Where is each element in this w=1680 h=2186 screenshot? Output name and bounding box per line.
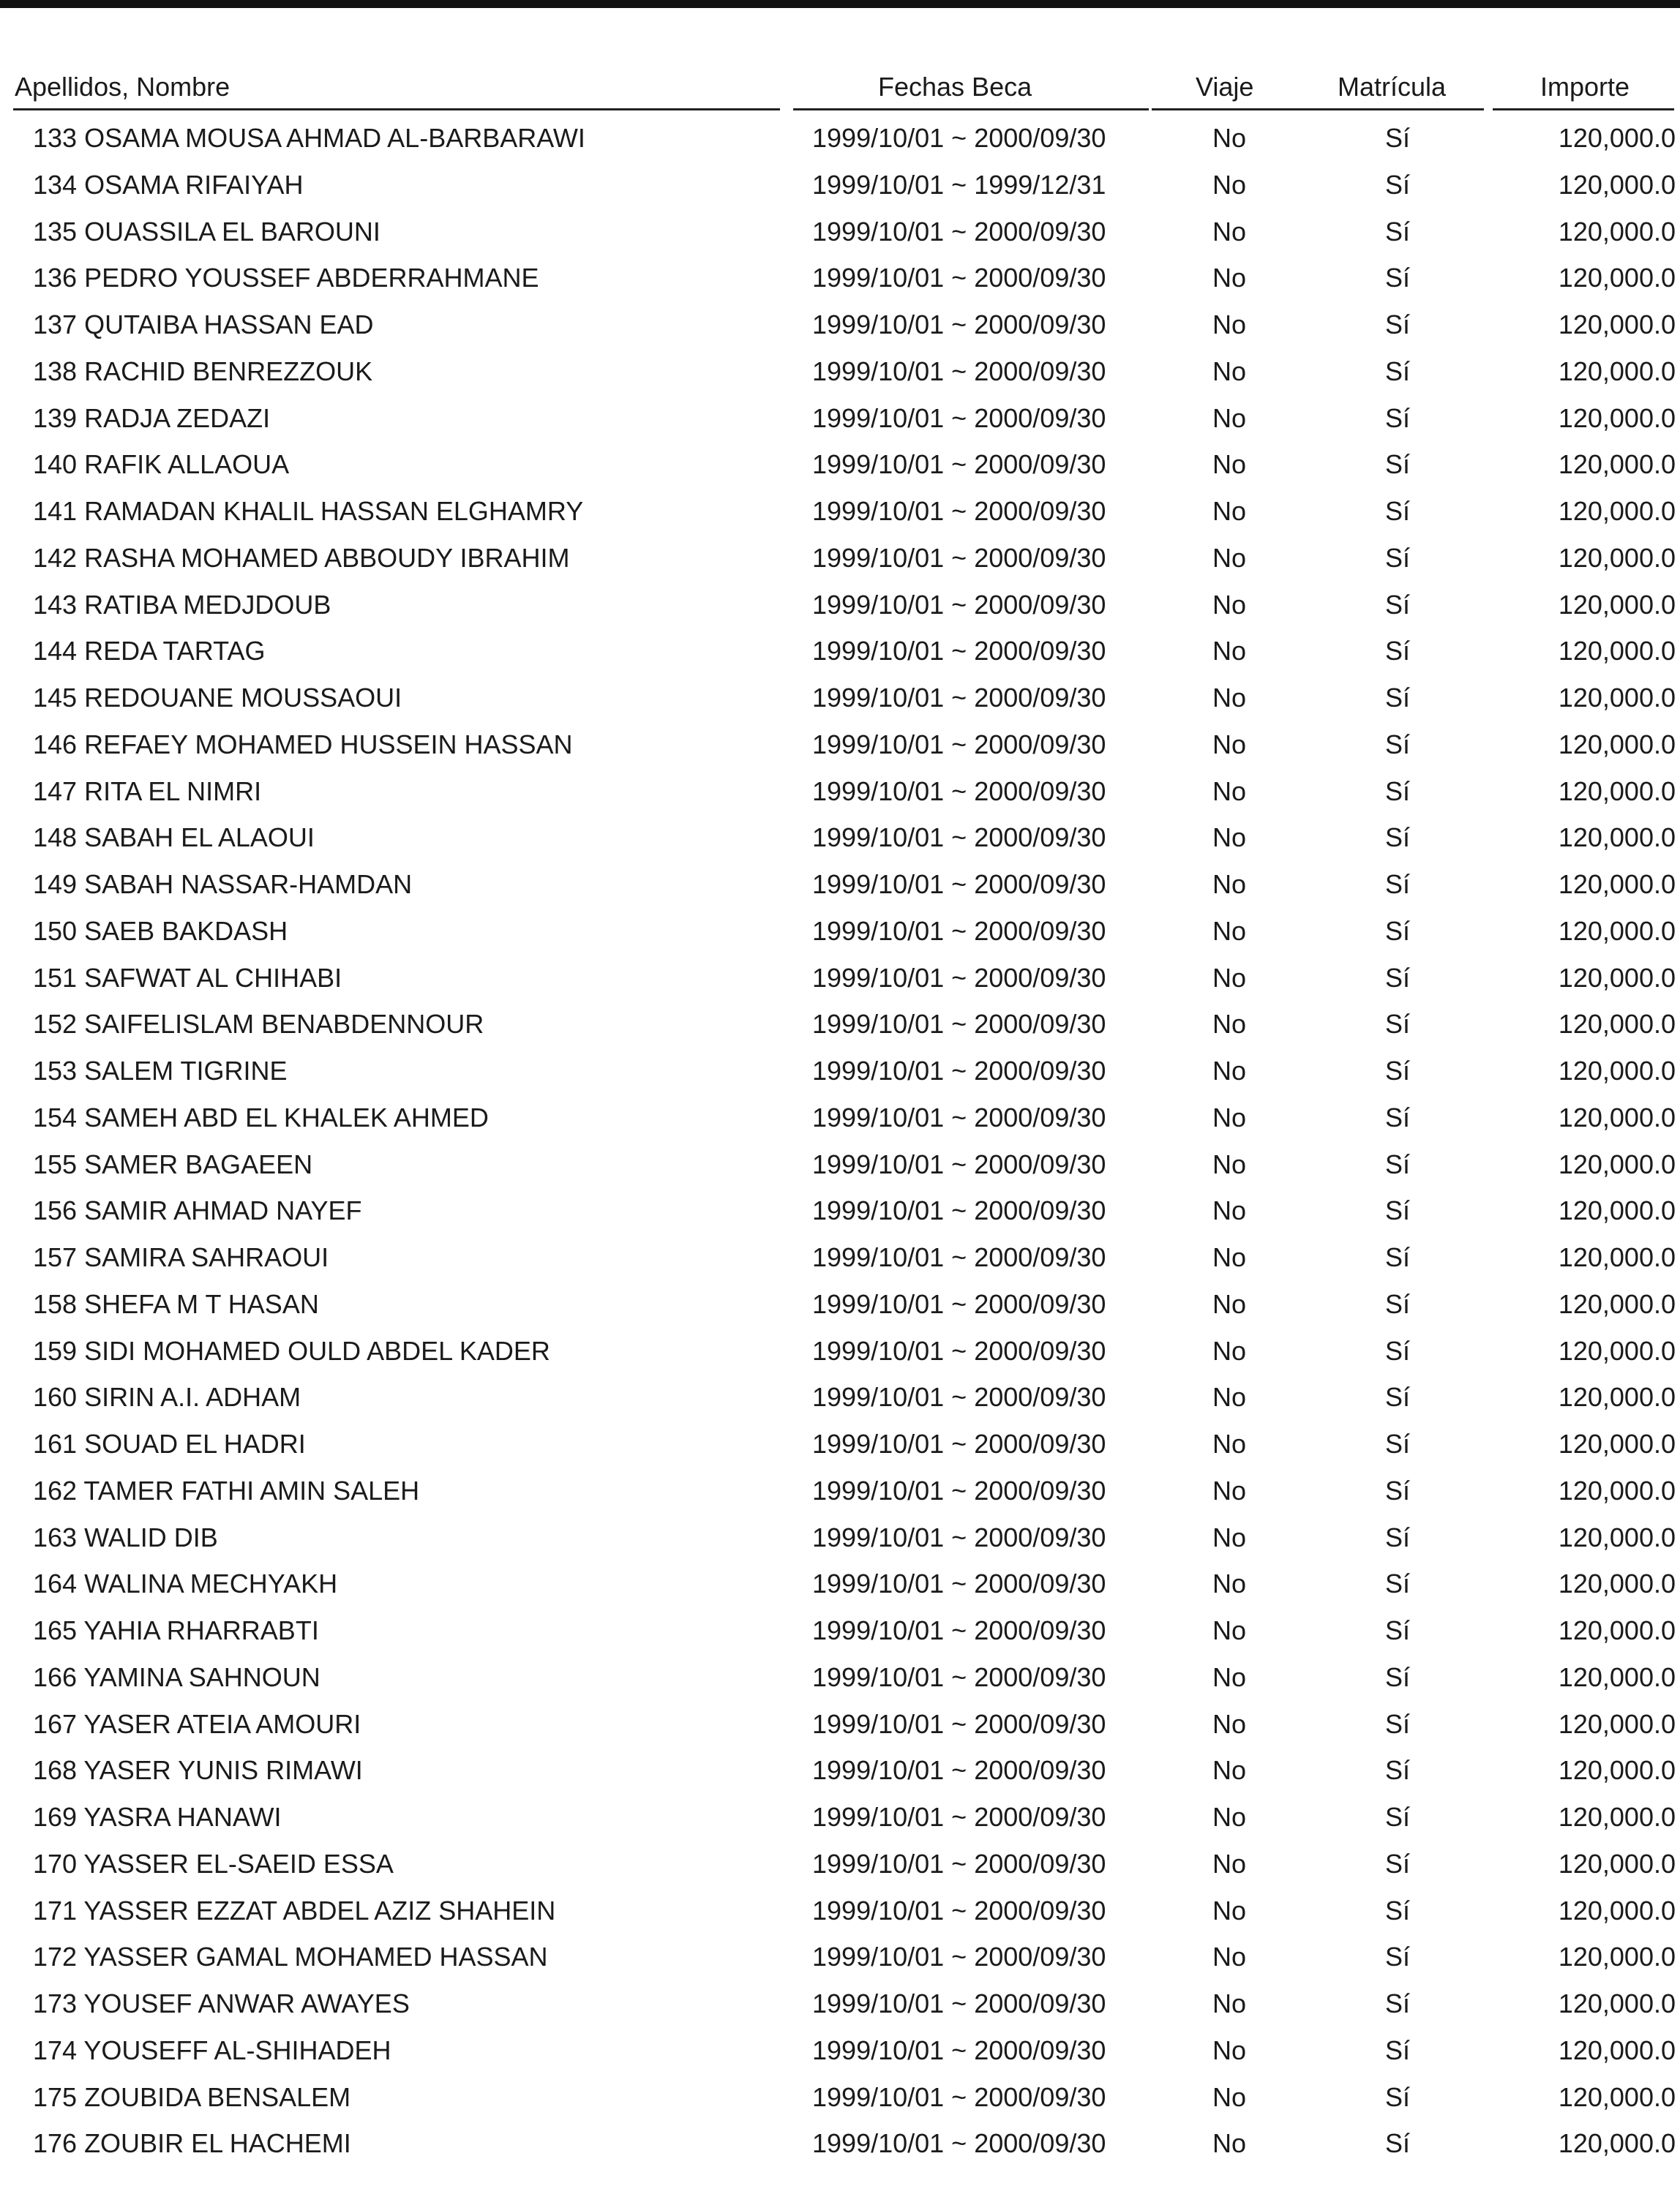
cell-name: 172 YASSER GAMAL MOHAMED HASSAN xyxy=(33,1942,548,1972)
cell-matricula: Sí xyxy=(1384,2035,1410,2065)
cell-fechas: 1999/10/01 ~ 2000/09/30 xyxy=(812,1569,1106,1599)
cell-viaje: No xyxy=(1212,309,1247,339)
table-row xyxy=(0,115,1680,162)
table-row xyxy=(0,2027,1680,2074)
cell-importe: 120,000.0 xyxy=(1558,309,1676,339)
cell-viaje: No xyxy=(1212,1988,1247,2018)
cell-name: 135 OUASSILA EL BAROUNI xyxy=(33,216,380,247)
cell-importe: 120,000.0 xyxy=(1558,1569,1676,1599)
cell-fechas: 1999/10/01 ~ 2000/09/30 xyxy=(812,2128,1106,2159)
cell-name: 136 PEDRO YOUSSEF ABDERRAHMANE xyxy=(33,263,539,293)
cell-matricula: Sí xyxy=(1384,263,1410,293)
cell-matricula: Sí xyxy=(1384,1382,1410,1413)
cell-name: 145 REDOUANE MOUSSAOUI xyxy=(33,683,402,713)
cell-viaje: No xyxy=(1212,1942,1247,1972)
header-matricula: Matrícula xyxy=(1338,72,1447,102)
cell-fechas: 1999/10/01 ~ 2000/09/30 xyxy=(812,1895,1106,1926)
cell-viaje: No xyxy=(1212,1102,1247,1133)
cell-name: 138 RACHID BENREZZOUK xyxy=(33,356,373,386)
table-row xyxy=(0,1234,1680,1281)
cell-importe: 120,000.0 xyxy=(1558,542,1676,573)
table-row xyxy=(0,1281,1680,1328)
table-row xyxy=(0,1794,1680,1841)
table-row xyxy=(0,1654,1680,1701)
table-row xyxy=(0,1607,1680,1654)
cell-importe: 120,000.0 xyxy=(1558,683,1676,713)
cell-fechas: 1999/10/01 ~ 2000/09/30 xyxy=(812,1475,1106,1506)
cell-importe: 120,000.0 xyxy=(1558,1895,1676,1926)
table-row xyxy=(0,1421,1680,1468)
table-row xyxy=(0,628,1680,675)
cell-viaje: No xyxy=(1212,729,1247,759)
cell-viaje: No xyxy=(1212,636,1247,666)
cell-importe: 120,000.0 xyxy=(1558,1288,1676,1319)
header-fechas: Fechas Beca xyxy=(878,72,1032,102)
table-row xyxy=(0,908,1680,955)
cell-fechas: 1999/10/01 ~ 2000/09/30 xyxy=(812,449,1106,480)
cell-importe: 120,000.0 xyxy=(1558,1335,1676,1366)
cell-importe: 120,000.0 xyxy=(1558,2128,1676,2159)
cell-importe: 120,000.0 xyxy=(1558,962,1676,993)
cell-matricula: Sí xyxy=(1384,449,1410,480)
cell-importe: 120,000.0 xyxy=(1558,822,1676,853)
cell-fechas: 1999/10/01 ~ 2000/09/30 xyxy=(812,1988,1106,2018)
cell-importe: 120,000.0 xyxy=(1558,1848,1676,1879)
table-row xyxy=(0,1141,1680,1188)
cell-fechas: 1999/10/01 ~ 2000/09/30 xyxy=(812,1288,1106,1319)
cell-fechas: 1999/10/01 ~ 2000/09/30 xyxy=(812,1942,1106,1972)
cell-matricula: Sí xyxy=(1384,2128,1410,2159)
cell-matricula: Sí xyxy=(1384,402,1410,433)
header-rule-name xyxy=(13,108,780,110)
cell-matricula: Sí xyxy=(1384,1195,1410,1226)
cell-fechas: 1999/10/01 ~ 2000/09/30 xyxy=(812,869,1106,899)
table-row xyxy=(0,441,1680,488)
cell-viaje: No xyxy=(1212,1569,1247,1599)
cell-importe: 120,000.0 xyxy=(1558,169,1676,200)
table-row xyxy=(0,721,1680,768)
cell-viaje: No xyxy=(1212,775,1247,806)
table-row xyxy=(0,1328,1680,1375)
cell-name: 160 SIRIN A.I. ADHAM xyxy=(33,1382,301,1413)
cell-matricula: Sí xyxy=(1384,683,1410,713)
cell-name: 168 YASER YUNIS RIMAWI xyxy=(33,1755,363,1786)
cell-matricula: Sí xyxy=(1384,636,1410,666)
table-row xyxy=(0,955,1680,1002)
cell-importe: 120,000.0 xyxy=(1558,402,1676,433)
cell-fechas: 1999/10/01 ~ 2000/09/30 xyxy=(812,1615,1106,1645)
cell-importe: 120,000.0 xyxy=(1558,1149,1676,1179)
cell-name: 155 SAMER BAGAEEN xyxy=(33,1149,313,1179)
cell-viaje: No xyxy=(1212,1708,1247,1739)
cell-matricula: Sí xyxy=(1384,1895,1410,1926)
cell-fechas: 1999/10/01 ~ 2000/09/30 xyxy=(812,1242,1106,1272)
cell-matricula: Sí xyxy=(1384,869,1410,899)
cell-viaje: No xyxy=(1212,2081,1247,2112)
cell-fechas: 1999/10/01 ~ 2000/09/30 xyxy=(812,1429,1106,1459)
cell-viaje: No xyxy=(1212,1522,1247,1552)
cell-importe: 120,000.0 xyxy=(1558,1802,1676,1832)
cell-fechas: 1999/10/01 ~ 2000/09/30 xyxy=(812,1848,1106,1879)
cell-matricula: Sí xyxy=(1384,542,1410,573)
cell-fechas: 1999/10/01 ~ 2000/09/30 xyxy=(812,1802,1106,1832)
cell-name: 139 RADJA ZEDAZI xyxy=(33,402,271,433)
table-row xyxy=(0,2120,1680,2167)
cell-fechas: 1999/10/01 ~ 2000/09/30 xyxy=(812,1009,1106,1040)
cell-viaje: No xyxy=(1212,449,1247,480)
cell-matricula: Sí xyxy=(1384,1569,1410,1599)
cell-viaje: No xyxy=(1212,1848,1247,1879)
top-rule xyxy=(0,0,1680,8)
cell-fechas: 1999/10/01 ~ 2000/09/30 xyxy=(812,496,1106,526)
cell-viaje: No xyxy=(1212,1288,1247,1319)
cell-viaje: No xyxy=(1212,2035,1247,2065)
cell-fechas: 1999/10/01 ~ 2000/09/30 xyxy=(812,636,1106,666)
cell-importe: 120,000.0 xyxy=(1558,1708,1676,1739)
cell-matricula: Sí xyxy=(1384,1615,1410,1645)
cell-name: 173 YOUSEF ANWAR AWAYES xyxy=(33,1988,410,2018)
cell-importe: 120,000.0 xyxy=(1558,1615,1676,1645)
header-rule-importe xyxy=(1493,108,1674,110)
cell-fechas: 1999/10/01 ~ 2000/09/30 xyxy=(812,309,1106,339)
cell-viaje: No xyxy=(1212,1661,1247,1692)
cell-fechas: 1999/10/01 ~ 2000/09/30 xyxy=(812,216,1106,247)
cell-matricula: Sí xyxy=(1384,1335,1410,1366)
cell-matricula: Sí xyxy=(1384,496,1410,526)
table-row xyxy=(0,162,1680,209)
table-row xyxy=(0,861,1680,908)
cell-matricula: Sí xyxy=(1384,1522,1410,1552)
table-row xyxy=(0,814,1680,861)
table-row xyxy=(0,1888,1680,1934)
table-row xyxy=(0,675,1680,721)
cell-importe: 120,000.0 xyxy=(1558,2081,1676,2112)
table-row xyxy=(0,488,1680,535)
table-row xyxy=(0,301,1680,348)
cell-matricula: Sí xyxy=(1384,1149,1410,1179)
table-row xyxy=(0,209,1680,255)
cell-importe: 120,000.0 xyxy=(1558,1382,1676,1413)
header-viaje: Viaje xyxy=(1196,72,1254,102)
cell-name: 153 SALEM TIGRINE xyxy=(33,1056,288,1086)
cell-importe: 120,000.0 xyxy=(1558,216,1676,247)
cell-matricula: Sí xyxy=(1384,1942,1410,1972)
cell-fechas: 1999/10/01 ~ 2000/09/30 xyxy=(812,1149,1106,1179)
cell-matricula: Sí xyxy=(1384,1102,1410,1133)
table-row xyxy=(0,1560,1680,1607)
cell-name: 169 YASRA HANAWI xyxy=(33,1802,282,1832)
cell-matricula: Sí xyxy=(1384,822,1410,853)
cell-viaje: No xyxy=(1212,1615,1247,1645)
cell-viaje: No xyxy=(1212,2128,1247,2159)
cell-viaje: No xyxy=(1212,1802,1247,1832)
cell-fechas: 1999/10/01 ~ 2000/09/30 xyxy=(812,729,1106,759)
cell-matricula: Sí xyxy=(1384,1755,1410,1786)
cell-viaje: No xyxy=(1212,1475,1247,1506)
cell-fechas: 1999/10/01 ~ 2000/09/30 xyxy=(812,1195,1106,1226)
cell-name: 140 RAFIK ALLAOUA xyxy=(33,449,290,480)
cell-name: 142 RASHA MOHAMED ABBOUDY IBRAHIM xyxy=(33,542,570,573)
table-row xyxy=(0,1841,1680,1888)
cell-matricula: Sí xyxy=(1384,1988,1410,2018)
cell-fechas: 1999/10/01 ~ 2000/09/30 xyxy=(812,263,1106,293)
cell-importe: 120,000.0 xyxy=(1558,1102,1676,1133)
cell-fechas: 1999/10/01 ~ 2000/09/30 xyxy=(812,123,1106,153)
table-row xyxy=(0,1701,1680,1748)
cell-name: 151 SAFWAT AL CHIHABI xyxy=(33,962,342,993)
cell-fechas: 1999/10/01 ~ 2000/09/30 xyxy=(812,1522,1106,1552)
cell-importe: 120,000.0 xyxy=(1558,2035,1676,2065)
cell-importe: 120,000.0 xyxy=(1558,1056,1676,1086)
table-row xyxy=(0,2074,1680,2121)
cell-fechas: 1999/10/01 ~ 1999/12/31 xyxy=(812,169,1106,200)
cell-importe: 120,000.0 xyxy=(1558,636,1676,666)
table-row xyxy=(0,1374,1680,1421)
cell-name: 164 WALINA MECHYAKH xyxy=(33,1569,338,1599)
cell-viaje: No xyxy=(1212,1242,1247,1272)
cell-name: 174 YOUSEFF AL-SHIHADEH xyxy=(33,2035,391,2065)
cell-importe: 120,000.0 xyxy=(1558,1942,1676,1972)
cell-matricula: Sí xyxy=(1384,1429,1410,1459)
cell-matricula: Sí xyxy=(1384,1708,1410,1739)
table-row xyxy=(0,1934,1680,1980)
cell-importe: 120,000.0 xyxy=(1558,775,1676,806)
header-rule-fechas xyxy=(793,108,1149,110)
cell-matricula: Sí xyxy=(1384,1242,1410,1272)
cell-name: 156 SAMIR AHMAD NAYEF xyxy=(33,1195,362,1226)
cell-fechas: 1999/10/01 ~ 2000/09/30 xyxy=(812,1335,1106,1366)
cell-name: 137 QUTAIBA HASSAN EAD xyxy=(33,309,374,339)
cell-viaje: No xyxy=(1212,1335,1247,1366)
cell-viaje: No xyxy=(1212,123,1247,153)
cell-name: 133 OSAMA MOUSA AHMAD AL-BARBARAWI xyxy=(33,123,585,153)
cell-name: 152 SAIFELISLAM BENABDENNOUR xyxy=(33,1009,484,1040)
cell-importe: 120,000.0 xyxy=(1558,729,1676,759)
cell-fechas: 1999/10/01 ~ 2000/09/30 xyxy=(812,1102,1106,1133)
cell-fechas: 1999/10/01 ~ 2000/09/30 xyxy=(812,542,1106,573)
cell-viaje: No xyxy=(1212,1429,1247,1459)
cell-importe: 120,000.0 xyxy=(1558,1195,1676,1226)
cell-viaje: No xyxy=(1212,915,1247,946)
cell-fechas: 1999/10/01 ~ 2000/09/30 xyxy=(812,402,1106,433)
table-row xyxy=(0,1001,1680,1048)
header-rule-matricula xyxy=(1308,108,1484,110)
cell-viaje: No xyxy=(1212,496,1247,526)
cell-matricula: Sí xyxy=(1384,169,1410,200)
cell-importe: 120,000.0 xyxy=(1558,1475,1676,1506)
cell-matricula: Sí xyxy=(1384,1661,1410,1692)
cell-fechas: 1999/10/01 ~ 2000/09/30 xyxy=(812,775,1106,806)
cell-matricula: Sí xyxy=(1384,915,1410,946)
cell-fechas: 1999/10/01 ~ 2000/09/30 xyxy=(812,915,1106,946)
cell-matricula: Sí xyxy=(1384,962,1410,993)
cell-name: 166 YAMINA SAHNOUN xyxy=(33,1661,320,1692)
cell-importe: 120,000.0 xyxy=(1558,123,1676,153)
cell-importe: 120,000.0 xyxy=(1558,1988,1676,2018)
header-name: Apellidos, Nombre xyxy=(15,72,230,102)
cell-name: 147 RITA EL NIMRI xyxy=(33,775,262,806)
cell-importe: 120,000.0 xyxy=(1558,496,1676,526)
cell-name: 148 SABAH EL ALAOUI xyxy=(33,822,315,853)
cell-viaje: No xyxy=(1212,589,1247,620)
header-importe: Importe xyxy=(1540,72,1630,102)
cell-importe: 120,000.0 xyxy=(1558,1009,1676,1040)
cell-name: 158 SHEFA M T HASAN xyxy=(33,1288,319,1319)
cell-viaje: No xyxy=(1212,216,1247,247)
cell-matricula: Sí xyxy=(1384,123,1410,153)
cell-fechas: 1999/10/01 ~ 2000/09/30 xyxy=(812,1056,1106,1086)
cell-viaje: No xyxy=(1212,683,1247,713)
table-row xyxy=(0,255,1680,301)
cell-name: 161 SOUAD EL HADRI xyxy=(33,1429,306,1459)
cell-viaje: No xyxy=(1212,169,1247,200)
cell-importe: 120,000.0 xyxy=(1558,589,1676,620)
cell-viaje: No xyxy=(1212,1056,1247,1086)
cell-name: 163 WALID DIB xyxy=(33,1522,218,1552)
cell-fechas: 1999/10/01 ~ 2000/09/30 xyxy=(812,356,1106,386)
cell-name: 171 YASSER EZZAT ABDEL AZIZ SHAHEIN xyxy=(33,1895,556,1926)
cell-name: 165 YAHIA RHARRABTI xyxy=(33,1615,319,1645)
table-row xyxy=(0,1048,1680,1094)
cell-name: 149 SABAH NASSAR-HAMDAN xyxy=(33,869,413,899)
cell-name: 154 SAMEH ABD EL KHALEK AHMED xyxy=(33,1102,489,1133)
cell-name: 157 SAMIRA SAHRAOUI xyxy=(33,1242,329,1272)
cell-matricula: Sí xyxy=(1384,216,1410,247)
cell-fechas: 1999/10/01 ~ 2000/09/30 xyxy=(812,2081,1106,2112)
cell-importe: 120,000.0 xyxy=(1558,356,1676,386)
cell-name: 170 YASSER EL-SAEID ESSA xyxy=(33,1848,394,1879)
table-row xyxy=(0,1468,1680,1514)
cell-matricula: Sí xyxy=(1384,1475,1410,1506)
cell-viaje: No xyxy=(1212,1149,1247,1179)
cell-viaje: No xyxy=(1212,1382,1247,1413)
cell-viaje: No xyxy=(1212,962,1247,993)
cell-matricula: Sí xyxy=(1384,1802,1410,1832)
table-row xyxy=(0,1094,1680,1141)
table-row xyxy=(0,1747,1680,1794)
cell-importe: 120,000.0 xyxy=(1558,915,1676,946)
cell-name: 175 ZOUBIDA BENSALEM xyxy=(33,2081,351,2112)
cell-name: 143 RATIBA MEDJDOUB xyxy=(33,589,331,620)
cell-importe: 120,000.0 xyxy=(1558,1429,1676,1459)
cell-fechas: 1999/10/01 ~ 2000/09/30 xyxy=(812,1382,1106,1413)
cell-viaje: No xyxy=(1212,356,1247,386)
cell-importe: 120,000.0 xyxy=(1558,869,1676,899)
cell-name: 167 YASER ATEIA AMOURI xyxy=(33,1708,361,1739)
table-row xyxy=(0,535,1680,582)
table-row xyxy=(0,768,1680,815)
cell-name: 162 TAMER FATHI AMIN SALEH xyxy=(33,1475,420,1506)
cell-matricula: Sí xyxy=(1384,729,1410,759)
cell-matricula: Sí xyxy=(1384,1848,1410,1879)
cell-viaje: No xyxy=(1212,1009,1247,1040)
table-row xyxy=(0,1980,1680,2027)
cell-name: 159 SIDI MOHAMED OULD ABDEL KADER xyxy=(33,1335,550,1366)
cell-importe: 120,000.0 xyxy=(1558,1755,1676,1786)
cell-matricula: Sí xyxy=(1384,589,1410,620)
table-row xyxy=(0,582,1680,628)
cell-importe: 120,000.0 xyxy=(1558,1242,1676,1272)
cell-viaje: No xyxy=(1212,263,1247,293)
cell-matricula: Sí xyxy=(1384,775,1410,806)
cell-name: 134 OSAMA RIFAIYAH xyxy=(33,169,304,200)
cell-name: 141 RAMADAN KHALIL HASSAN ELGHAMRY xyxy=(33,496,584,526)
cell-fechas: 1999/10/01 ~ 2000/09/30 xyxy=(812,962,1106,993)
cell-viaje: No xyxy=(1212,822,1247,853)
table-row xyxy=(0,348,1680,395)
table-row xyxy=(0,395,1680,442)
cell-name: 176 ZOUBIR EL HACHEMI xyxy=(33,2128,351,2159)
cell-fechas: 1999/10/01 ~ 2000/09/30 xyxy=(812,1755,1106,1786)
cell-importe: 120,000.0 xyxy=(1558,1661,1676,1692)
cell-viaje: No xyxy=(1212,1755,1247,1786)
cell-fechas: 1999/10/01 ~ 2000/09/30 xyxy=(812,2035,1106,2065)
cell-importe: 120,000.0 xyxy=(1558,449,1676,480)
header-rule-viaje xyxy=(1152,108,1308,110)
cell-name: 144 REDA TARTAG xyxy=(33,636,266,666)
cell-fechas: 1999/10/01 ~ 2000/09/30 xyxy=(812,1661,1106,1692)
cell-matricula: Sí xyxy=(1384,356,1410,386)
cell-matricula: Sí xyxy=(1384,2081,1410,2112)
cell-viaje: No xyxy=(1212,1195,1247,1226)
cell-fechas: 1999/10/01 ~ 2000/09/30 xyxy=(812,683,1106,713)
cell-fechas: 1999/10/01 ~ 2000/09/30 xyxy=(812,1708,1106,1739)
cell-importe: 120,000.0 xyxy=(1558,1522,1676,1552)
cell-matricula: Sí xyxy=(1384,1056,1410,1086)
cell-viaje: No xyxy=(1212,869,1247,899)
cell-viaje: No xyxy=(1212,542,1247,573)
cell-matricula: Sí xyxy=(1384,1288,1410,1319)
cell-name: 150 SAEB BAKDASH xyxy=(33,915,288,946)
cell-viaje: No xyxy=(1212,1895,1247,1926)
cell-name: 146 REFAEY MOHAMED HUSSEIN HASSAN xyxy=(33,729,573,759)
cell-viaje: No xyxy=(1212,402,1247,433)
cell-matricula: Sí xyxy=(1384,309,1410,339)
table-row xyxy=(0,1187,1680,1234)
cell-fechas: 1999/10/01 ~ 2000/09/30 xyxy=(812,589,1106,620)
table-row xyxy=(0,1514,1680,1561)
cell-importe: 120,000.0 xyxy=(1558,263,1676,293)
cell-fechas: 1999/10/01 ~ 2000/09/30 xyxy=(812,822,1106,853)
cell-matricula: Sí xyxy=(1384,1009,1410,1040)
